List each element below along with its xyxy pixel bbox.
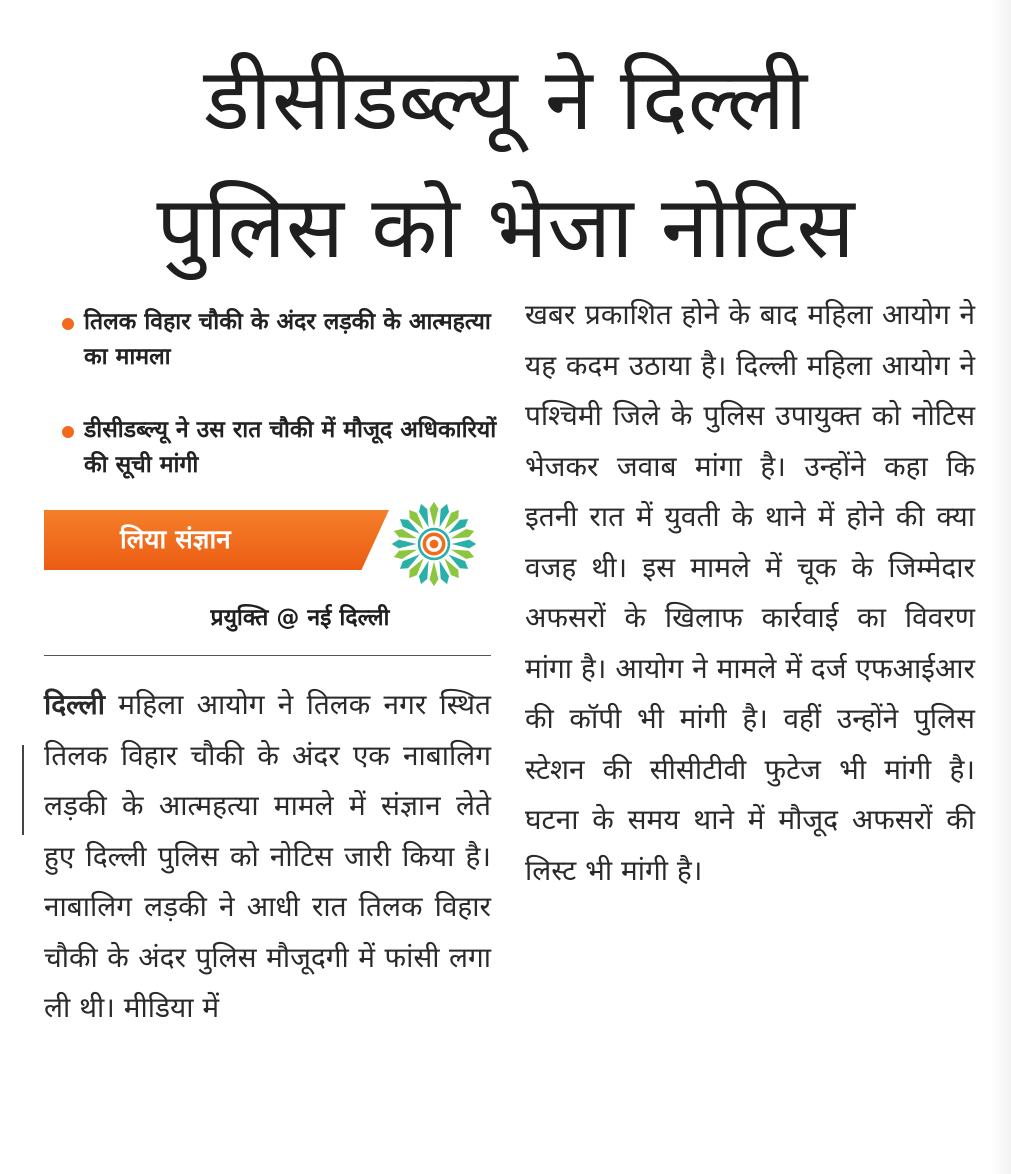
article-lead: दिल्ली bbox=[44, 688, 105, 721]
section-divider bbox=[44, 655, 491, 656]
highlight-2: डीसीडब्ल्यू ने उस रात चौकी में मौजूद अधिकारियों की सूची मांगी bbox=[58, 413, 514, 483]
emblem-petal bbox=[430, 502, 439, 527]
byline: प्रयुक्ति @ नई दिल्ली bbox=[210, 605, 390, 631]
flower-emblem-icon bbox=[390, 500, 478, 588]
cognizance-label: लिया संज्ञान bbox=[120, 525, 231, 555]
emblem-petal bbox=[452, 540, 477, 549]
headline-line-1: डीसीडब्ल्यू ने दिल्ली bbox=[203, 50, 808, 150]
page-edge-shade bbox=[991, 0, 1011, 1174]
column-rule bbox=[22, 745, 24, 835]
emblem-petal bbox=[430, 562, 439, 587]
highlight-1: तिलक विहार चौकी के अंदर लड़की के आत्महत्या का मामला bbox=[58, 305, 514, 375]
article-text-left: महिला आयोग ने तिलक नगर स्थित तिलक विहार चौकी के अंदर एक नाबालिग लड़की के आत्महत्या मामले में संज्ञान लेते हुए दिल्ली पुलिस को नोटिस जारी किया है। नाबालिग लड़की ने आधी रात तिलक विहार चौकी के अंदर पुलिस मौजूदगी में फांसी लगा ली थी। मीडिया में bbox=[44, 688, 491, 1024]
article-body-right: खबर प्रकाशित होने के बाद महिला आयोग ने यह कदम उठाया है। दिल्ली महिला आयोग ने पश्चिमी जिले के पुलिस उपायुक्त को नोटिस भेजकर जवाब मांगा है। उन्होंने कहा कि इतनी रात में युवती के थाने में होने की क्या वजह थी। इस मामले में चूक के जिम्मेदार अफसरों के खिलाफ कार्रवाई का विवरण मांगा है। आयोग ने मामले में दर्ज एफआईआर की कॉपी भी मांगी है। वहीं उन्होंने पुलिस स्टेशन की सीसीटीवी फुटेज भी मांगी है। घटना के समय थाने में मौजूद अफसरों की लिस्ट भी मांगी है। bbox=[525, 298, 975, 887]
article-body-left bbox=[44, 680, 491, 1034]
headline-line-2: पुलिस को भेजा नोटिस bbox=[156, 178, 855, 278]
emblem-petal bbox=[392, 540, 417, 549]
